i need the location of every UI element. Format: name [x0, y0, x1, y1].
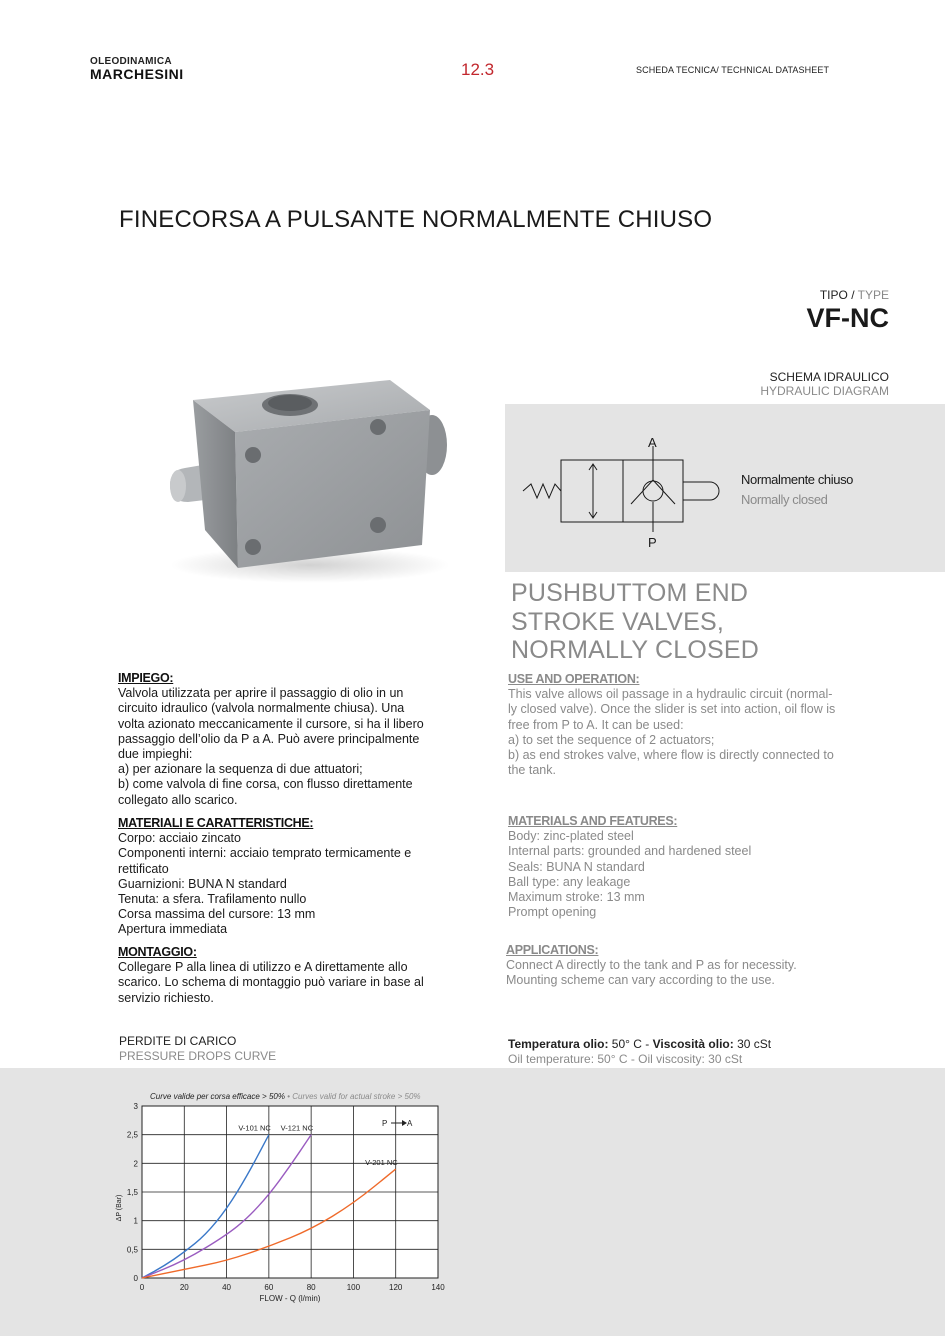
- use-line: a) to set the sequence of 2 actuators;: [508, 732, 715, 747]
- x-tick-label: 40: [222, 1283, 232, 1292]
- use-line: b) as end strokes valve, where flow is directly connected to: [508, 748, 834, 763]
- materials-line: Seals: BUNA N standard: [508, 859, 645, 874]
- applications-title: APPLICATIONS:: [506, 943, 599, 957]
- materiali-line: Corpo: acciaio zincato: [118, 831, 241, 846]
- logo-main-text: MARCHESINI: [90, 66, 184, 82]
- y-tick-label: 1,5: [126, 1188, 138, 1197]
- chart-note-it: Curve valide per corsa efficace > 50%: [150, 1092, 285, 1101]
- y-tick-label: 2,5: [126, 1130, 138, 1140]
- materiali-line: Apertura immediata: [118, 922, 228, 937]
- use-title: USE AND OPERATION:: [508, 672, 640, 686]
- page-title: FINECORSA A PULSANTE NORMALMENTE CHIUSO: [119, 206, 713, 233]
- use-line: ly closed valve). Once the slider is set into action, oil flow is: [508, 702, 836, 717]
- type-separator: /: [847, 288, 858, 302]
- pressure-drops-label-it: PERDITE DI CARICO: [119, 1034, 237, 1048]
- impiego-line: volta azionato meccanicamente il cursore, si ha il libero: [118, 716, 424, 731]
- visc-label: Viscosità olio:: [652, 1037, 734, 1051]
- temp-label: Temperatura olio:: [508, 1037, 609, 1051]
- montaggio-line: servizio richiesto.: [118, 990, 214, 1005]
- applications-line: Connect A directly to the tank and P as for necessity.: [506, 958, 797, 973]
- materiali-line: Guarnizioni: BUNA N standard: [118, 876, 287, 891]
- pressure-drops-label-en: PRESSURE DROPS CURVE: [119, 1049, 277, 1063]
- montaggio-line: scarico. Lo schema di montaggio può variare in base al: [118, 975, 424, 990]
- materiali-title: MATERIALI E CARATTERISTICHE:: [118, 816, 314, 830]
- chart-flow-to: A: [407, 1119, 413, 1128]
- x-tick-label: 20: [179, 1283, 189, 1292]
- impiego-line: b) come valvola di fine corsa, con flusso direttamente: [118, 777, 413, 792]
- materials-line: Maximum stroke: 13 mm: [508, 890, 645, 905]
- hydraulic-diagram: [505, 404, 945, 572]
- impiego-line: passaggio dell’olio da P a A. Può avere principalmente: [118, 731, 420, 746]
- type-label: [820, 288, 889, 302]
- y-tick-label: 0: [133, 1274, 138, 1283]
- materials-line: Prompt opening: [508, 905, 597, 920]
- y-tick-label: 2: [133, 1159, 138, 1169]
- materials-line: Internal parts: grounded and hardened steel: [508, 844, 752, 859]
- spring-symbol: [523, 484, 561, 498]
- chart-ylabel: ΔP (Bar): [116, 1194, 123, 1222]
- port-a-label: A: [648, 435, 657, 450]
- valve-body-symbol: [561, 460, 683, 522]
- valve-photo: [160, 370, 460, 585]
- y-tick-label: 1: [133, 1216, 138, 1226]
- pressure-drop-chart: [0, 1068, 945, 1336]
- impiego-section: [118, 671, 448, 808]
- use-section: [508, 672, 858, 778]
- y-tick-label: 3: [133, 1102, 138, 1111]
- montaggio-section: [118, 945, 448, 1006]
- use-line: This valve allows oil passage in a hydraulic circuit (normal-: [508, 687, 833, 702]
- temperature-en: Oil temperature: 50° C - Oil viscosity: 30 cSt: [508, 1052, 743, 1066]
- state-label-it: Normalmente chiuso: [741, 472, 854, 487]
- chart-flow-from: P: [382, 1119, 388, 1128]
- impiego-line: collegato allo scarico.: [118, 792, 238, 807]
- chart-note-sep: •: [284, 1092, 293, 1101]
- logo-top-text: OLEODINAMICA: [90, 56, 172, 67]
- x-tick-label: 80: [306, 1283, 316, 1292]
- y-tick-label: 0,5: [126, 1245, 138, 1255]
- port-p-label: P: [648, 535, 657, 550]
- impiego-title: IMPIEGO:: [118, 671, 174, 685]
- state-label-en: Normally closed: [741, 492, 828, 507]
- x-tick-label: 120: [389, 1283, 403, 1292]
- series-label: V-201 NC: [365, 1158, 398, 1168]
- headline-line: PUSHBUTTOM END: [511, 579, 749, 607]
- series-label: V-101 NC: [238, 1123, 271, 1133]
- sheet-label: SCHEDA TECNICA/ TECHNICAL DATASHEET: [636, 65, 830, 75]
- materials-line: Body: zinc-plated steel: [508, 829, 634, 844]
- impiego-line: circuito idraulico (valvola normalmente chiusa). Una: [118, 701, 405, 716]
- temp-value: 50° C -: [608, 1037, 653, 1051]
- materiali-line: Corsa massima del cursore: 13 mm: [118, 907, 316, 922]
- applications-line: Mounting scheme can vary according to the use.: [506, 973, 775, 988]
- page-number: 12.3: [461, 60, 495, 79]
- materiali-line: Tenuta: a sfera. Trafilamento nullo: [118, 892, 307, 907]
- impiego-line: Valvola utilizzata per aprire il passaggio di olio in un: [118, 686, 404, 701]
- materiali-line: Componenti interni: acciaio temprato termicamente e: [118, 846, 412, 861]
- headline-en: [511, 579, 759, 665]
- schema-label-en: HYDRAULIC DIAGRAM: [760, 384, 889, 398]
- use-line: free from P to A. It can be used:: [508, 717, 684, 732]
- materiali-line: rettificato: [118, 861, 169, 876]
- materiali-section: [118, 816, 448, 938]
- chart-note-en: Curves valid for actual stroke > 50%: [292, 1092, 421, 1101]
- headline-line: NORMALLY CLOSED: [511, 636, 759, 664]
- headline-line: STROKE VALVES,: [511, 607, 725, 636]
- series-label: V-121 NC: [280, 1123, 314, 1133]
- montaggio-line: Collegare P alla linea di utilizzo e A direttamente allo: [118, 960, 408, 975]
- materials-line: Ball type: any leakage: [508, 874, 631, 889]
- model-code: VF-NC: [806, 303, 889, 333]
- type-label-en: TYPE: [857, 288, 889, 302]
- x-tick-label: 140: [431, 1283, 445, 1292]
- materials-section: [508, 814, 858, 920]
- chart-xlabel: FLOW - Q (l/min): [259, 1294, 321, 1303]
- type-label-it: TIPO: [819, 288, 848, 302]
- impiego-line: due impieghi:: [118, 747, 193, 762]
- use-line: the tank.: [508, 763, 556, 778]
- montaggio-title: MONTAGGIO:: [118, 945, 197, 959]
- x-tick-label: 60: [264, 1283, 274, 1292]
- x-tick-label: 0: [139, 1283, 145, 1292]
- chart-note: [150, 1092, 421, 1101]
- temperature-it: [508, 1037, 771, 1051]
- schema-label-it: SCHEMA IDRAULICO: [769, 370, 889, 384]
- materials-title: MATERIALS AND FEATURES:: [508, 814, 678, 828]
- visc-value: 30 cSt: [733, 1037, 772, 1051]
- impiego-line: a) per azionare la sequenza di due attuatori;: [118, 762, 363, 777]
- applications-section: [506, 943, 856, 989]
- x-tick-label: 100: [346, 1283, 361, 1292]
